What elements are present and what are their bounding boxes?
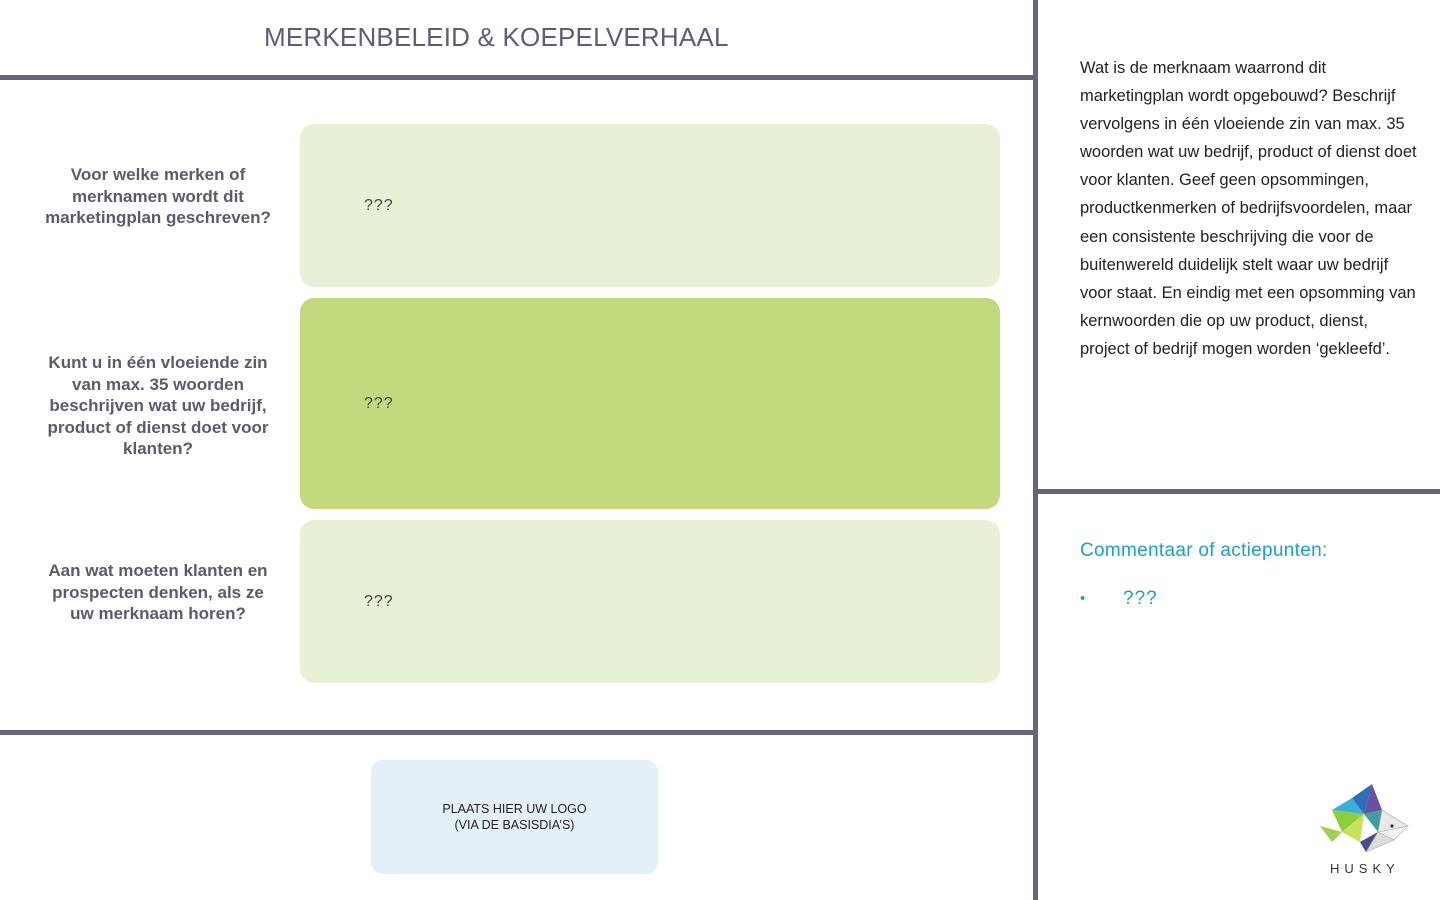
comments-heading: Commentaar of actiepunten: [1080, 540, 1328, 561]
logo-placeholder-line2: (VIA DE BASISDIA’S) [454, 818, 575, 832]
question-label: Voor welke merken of merknamen wordt dit marketingplan geschreven? [45, 165, 271, 227]
logo-placeholder[interactable] [371, 760, 658, 874]
question-label: Kunt u in één vloeiende zin van max. 35 woorden beschrijven wat uw bedrijf, product of dienst doet voor klanten? [47, 353, 269, 458]
footer-divider [0, 730, 1037, 735]
answer-text: ??? [364, 593, 394, 610]
logo-placeholder-line1: PLAATS HIER UW LOGO [442, 802, 587, 816]
brand-name: HUSKY [1330, 861, 1400, 876]
title-divider [0, 75, 1037, 80]
comment-text: ??? [1123, 588, 1158, 609]
bullet-icon: • [1080, 590, 1086, 607]
answer-text: ??? [364, 395, 394, 412]
answer-box[interactable] [300, 124, 1000, 287]
question-label: Aan wat moeten klanten en prospecten denken, als ze uw merknaam horen? [48, 561, 268, 623]
answer-text: ??? [364, 197, 394, 214]
right-panel-divider [1038, 489, 1440, 494]
instruction-text: Wat is de merknaam waarrond dit marketingplan wordt opgebouwd? Beschrijf vervolgens in één vloeiende zin van max. 35 woorden wat uw bedrijf, product of dienst doet voor klanten. Geef geen opsommingen, productkenmerken of bedrijfsvoordelen, maar een consistente beschrijving die voor de buitenwereld duidelijk stelt waar uw bedrijf voor staat. En eindig met een opsomming van kernwoorden die op uw product, dienst, project of bedrijf mogen worden ‘gekleefd’. [1080, 59, 1417, 358]
page-title: MERKENBELEID & KOEPELVERHAAL [264, 22, 729, 52]
answer-box[interactable] [300, 520, 1000, 683]
vertical-divider [1033, 0, 1038, 900]
answer-box[interactable] [300, 298, 1000, 509]
